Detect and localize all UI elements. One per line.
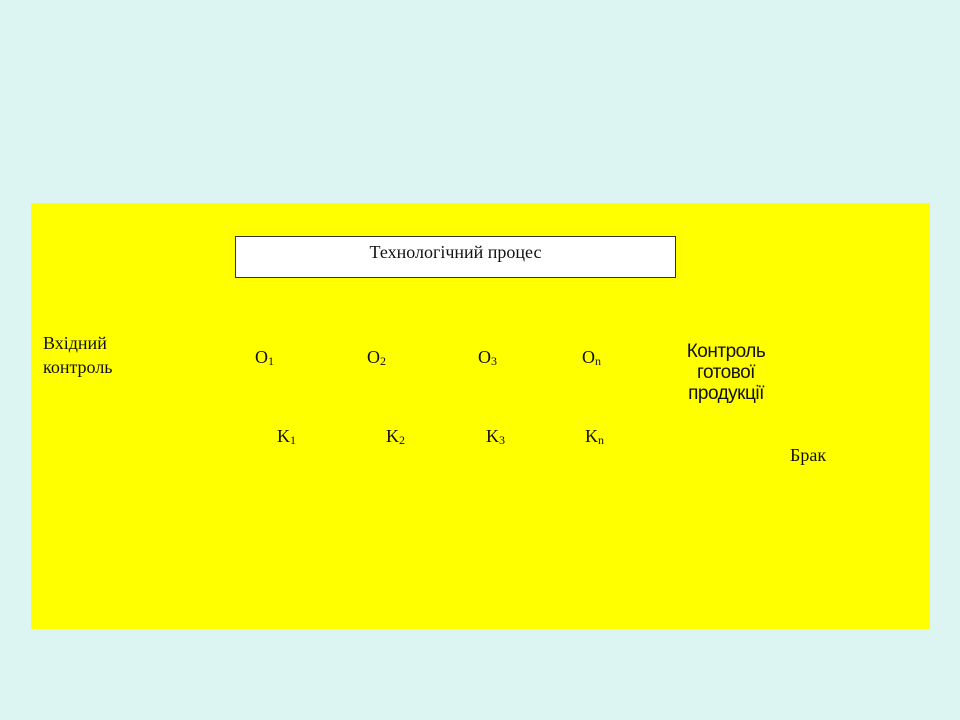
control-n bbox=[585, 425, 604, 451]
control-letter: K bbox=[277, 426, 290, 446]
operation-letter: O bbox=[367, 347, 380, 367]
operation-3 bbox=[478, 346, 497, 372]
control-index: n bbox=[598, 433, 604, 447]
control-index: 1 bbox=[290, 433, 296, 447]
control-index: 2 bbox=[399, 433, 405, 447]
control-3 bbox=[486, 425, 505, 451]
input-control-line2: контроль bbox=[43, 357, 113, 377]
process-box bbox=[235, 236, 676, 278]
operation-1 bbox=[255, 346, 274, 372]
final-control-line1: Контроль bbox=[686, 341, 766, 362]
final-control-label bbox=[671, 341, 781, 404]
process-title: Технологічний процес bbox=[369, 242, 542, 262]
operation-index: 3 bbox=[491, 354, 497, 368]
operation-letter: O bbox=[478, 347, 491, 367]
operation-index: n bbox=[595, 354, 601, 368]
final-control-line2: готової bbox=[697, 362, 755, 383]
operation-letter: O bbox=[582, 347, 595, 367]
operation-index: 1 bbox=[268, 354, 274, 368]
operation-index: 2 bbox=[380, 354, 386, 368]
control-letter: K bbox=[585, 426, 598, 446]
control-letter: K bbox=[486, 426, 499, 446]
operation-n bbox=[582, 346, 601, 372]
reject-label: Брак bbox=[790, 445, 827, 465]
input-control-line1: Вхідний bbox=[43, 333, 107, 353]
diagram-panel bbox=[31, 203, 930, 629]
operation-letter: O bbox=[255, 347, 268, 367]
control-letter: K bbox=[386, 426, 399, 446]
control-index: 3 bbox=[499, 433, 505, 447]
operation-2 bbox=[367, 346, 386, 372]
control-2 bbox=[386, 425, 405, 451]
control-1 bbox=[277, 425, 296, 451]
final-control-line3: продукції bbox=[688, 383, 764, 404]
input-control-label bbox=[43, 331, 113, 379]
